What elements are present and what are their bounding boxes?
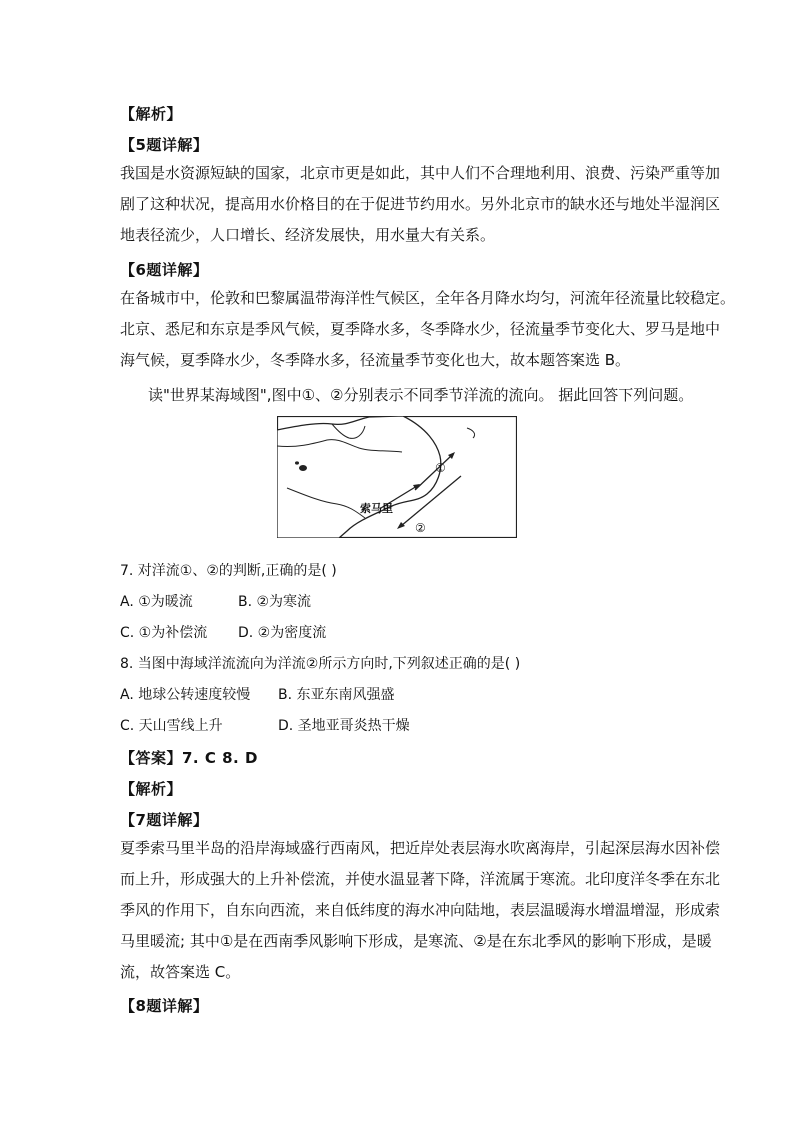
- current-2-label: ②: [415, 521, 426, 535]
- q7-stem: 7. 对洋流①、②的判断,正确的是( ): [120, 563, 337, 579]
- q7-explanation: [120, 833, 721, 988]
- q8-detail-heading: 【8题详解】: [120, 997, 209, 1015]
- q6-explanation: [120, 283, 736, 376]
- q7-line-2: 而上升，形成强大的上升补偿流，并使水温显著下降，洋流属于寒流。北印度洋冬季在东北: [120, 870, 721, 888]
- q8-option-b: B. 东亚东南风强盛: [278, 687, 395, 703]
- sea-area-map: [277, 416, 517, 538]
- q6-line-2: 北京、悉尼和东京是季风气候，夏季降水多，冬季降水少，径流量季节变化大、罗马是地中: [120, 320, 721, 338]
- q7-line-3: 季风的作用下，自东向西流，来自低纬度的海水冲向陆地，表层温暖海水增温增湿，形成索: [120, 901, 721, 919]
- q7-line-4: 马里暖流; 其中①是在西南季风影响下形成，是寒流、②是在东北季风的影响下形成，是暖: [120, 932, 712, 950]
- island: [295, 461, 299, 464]
- current-1-label: ①: [435, 461, 446, 475]
- q5-line-1: 我国是水资源短缺的国家，北京市更是如此，其中人们不合理地利用、浪费、污染严重等加: [120, 164, 721, 182]
- answer-line: 【答案】7. C 8. D: [120, 749, 258, 767]
- q5-line-2: 剧了这种状况，提高用水价格目的在于促进节约用水。另外北京市的缺水还与地处半湿润区: [120, 195, 721, 213]
- q7-option-d: D. ②为密度流: [238, 625, 327, 641]
- q5-detail-heading: 【5题详解】: [120, 136, 209, 154]
- q7-line-1: 夏季索马里半岛的沿岸海域盛行西南风，把近岸处表层海水吹离海岸，引起深层海水因补偿: [120, 839, 721, 857]
- q8-option-d: D. 圣地亚哥炎热干燥: [278, 718, 410, 734]
- island: [299, 465, 307, 471]
- q8-stem: 8. 当图中海域洋流流向为洋流②所示方向时,下列叙述正确的是( ): [120, 656, 521, 672]
- q7-line-5: 流，故答案选 C。: [120, 963, 241, 981]
- q5-explanation: [120, 158, 721, 251]
- q8-option-a: A. 地球公转速度较慢: [120, 687, 251, 703]
- q7-option-a: A. ①为暖流: [120, 594, 193, 610]
- q7-option-c: C. ①为补偿流: [120, 625, 208, 641]
- q8-option-c: C. 天山雪线上升: [120, 718, 223, 734]
- somali-label: 索马里: [360, 502, 393, 515]
- q7-option-b: B. ②为寒流: [238, 594, 312, 610]
- q6-detail-heading: 【6题详解】: [120, 261, 209, 279]
- q7-detail-heading: 【7题详解】: [120, 811, 209, 829]
- q6-line-1: 在备城市中，伦敦和巴黎属温带海洋性气候区，全年各月降水均匀，河流年径流量比较稳定。: [120, 289, 736, 307]
- q6-line-3: 海气候，夏季降水少，冬季降水多，径流量季节变化也大，故本题答案选 B。: [120, 351, 631, 369]
- analysis-heading-2: 【解析】: [120, 780, 183, 798]
- q5-line-3: 地表径流少，人口增长、经济发展快，用水量大有关系。: [120, 226, 496, 244]
- analysis-heading: 【解析】: [120, 105, 183, 123]
- question-intro: 读"世界某海域图",图中①、②分别表示不同季节洋流的流向。 据此回答下列问题。: [148, 386, 694, 404]
